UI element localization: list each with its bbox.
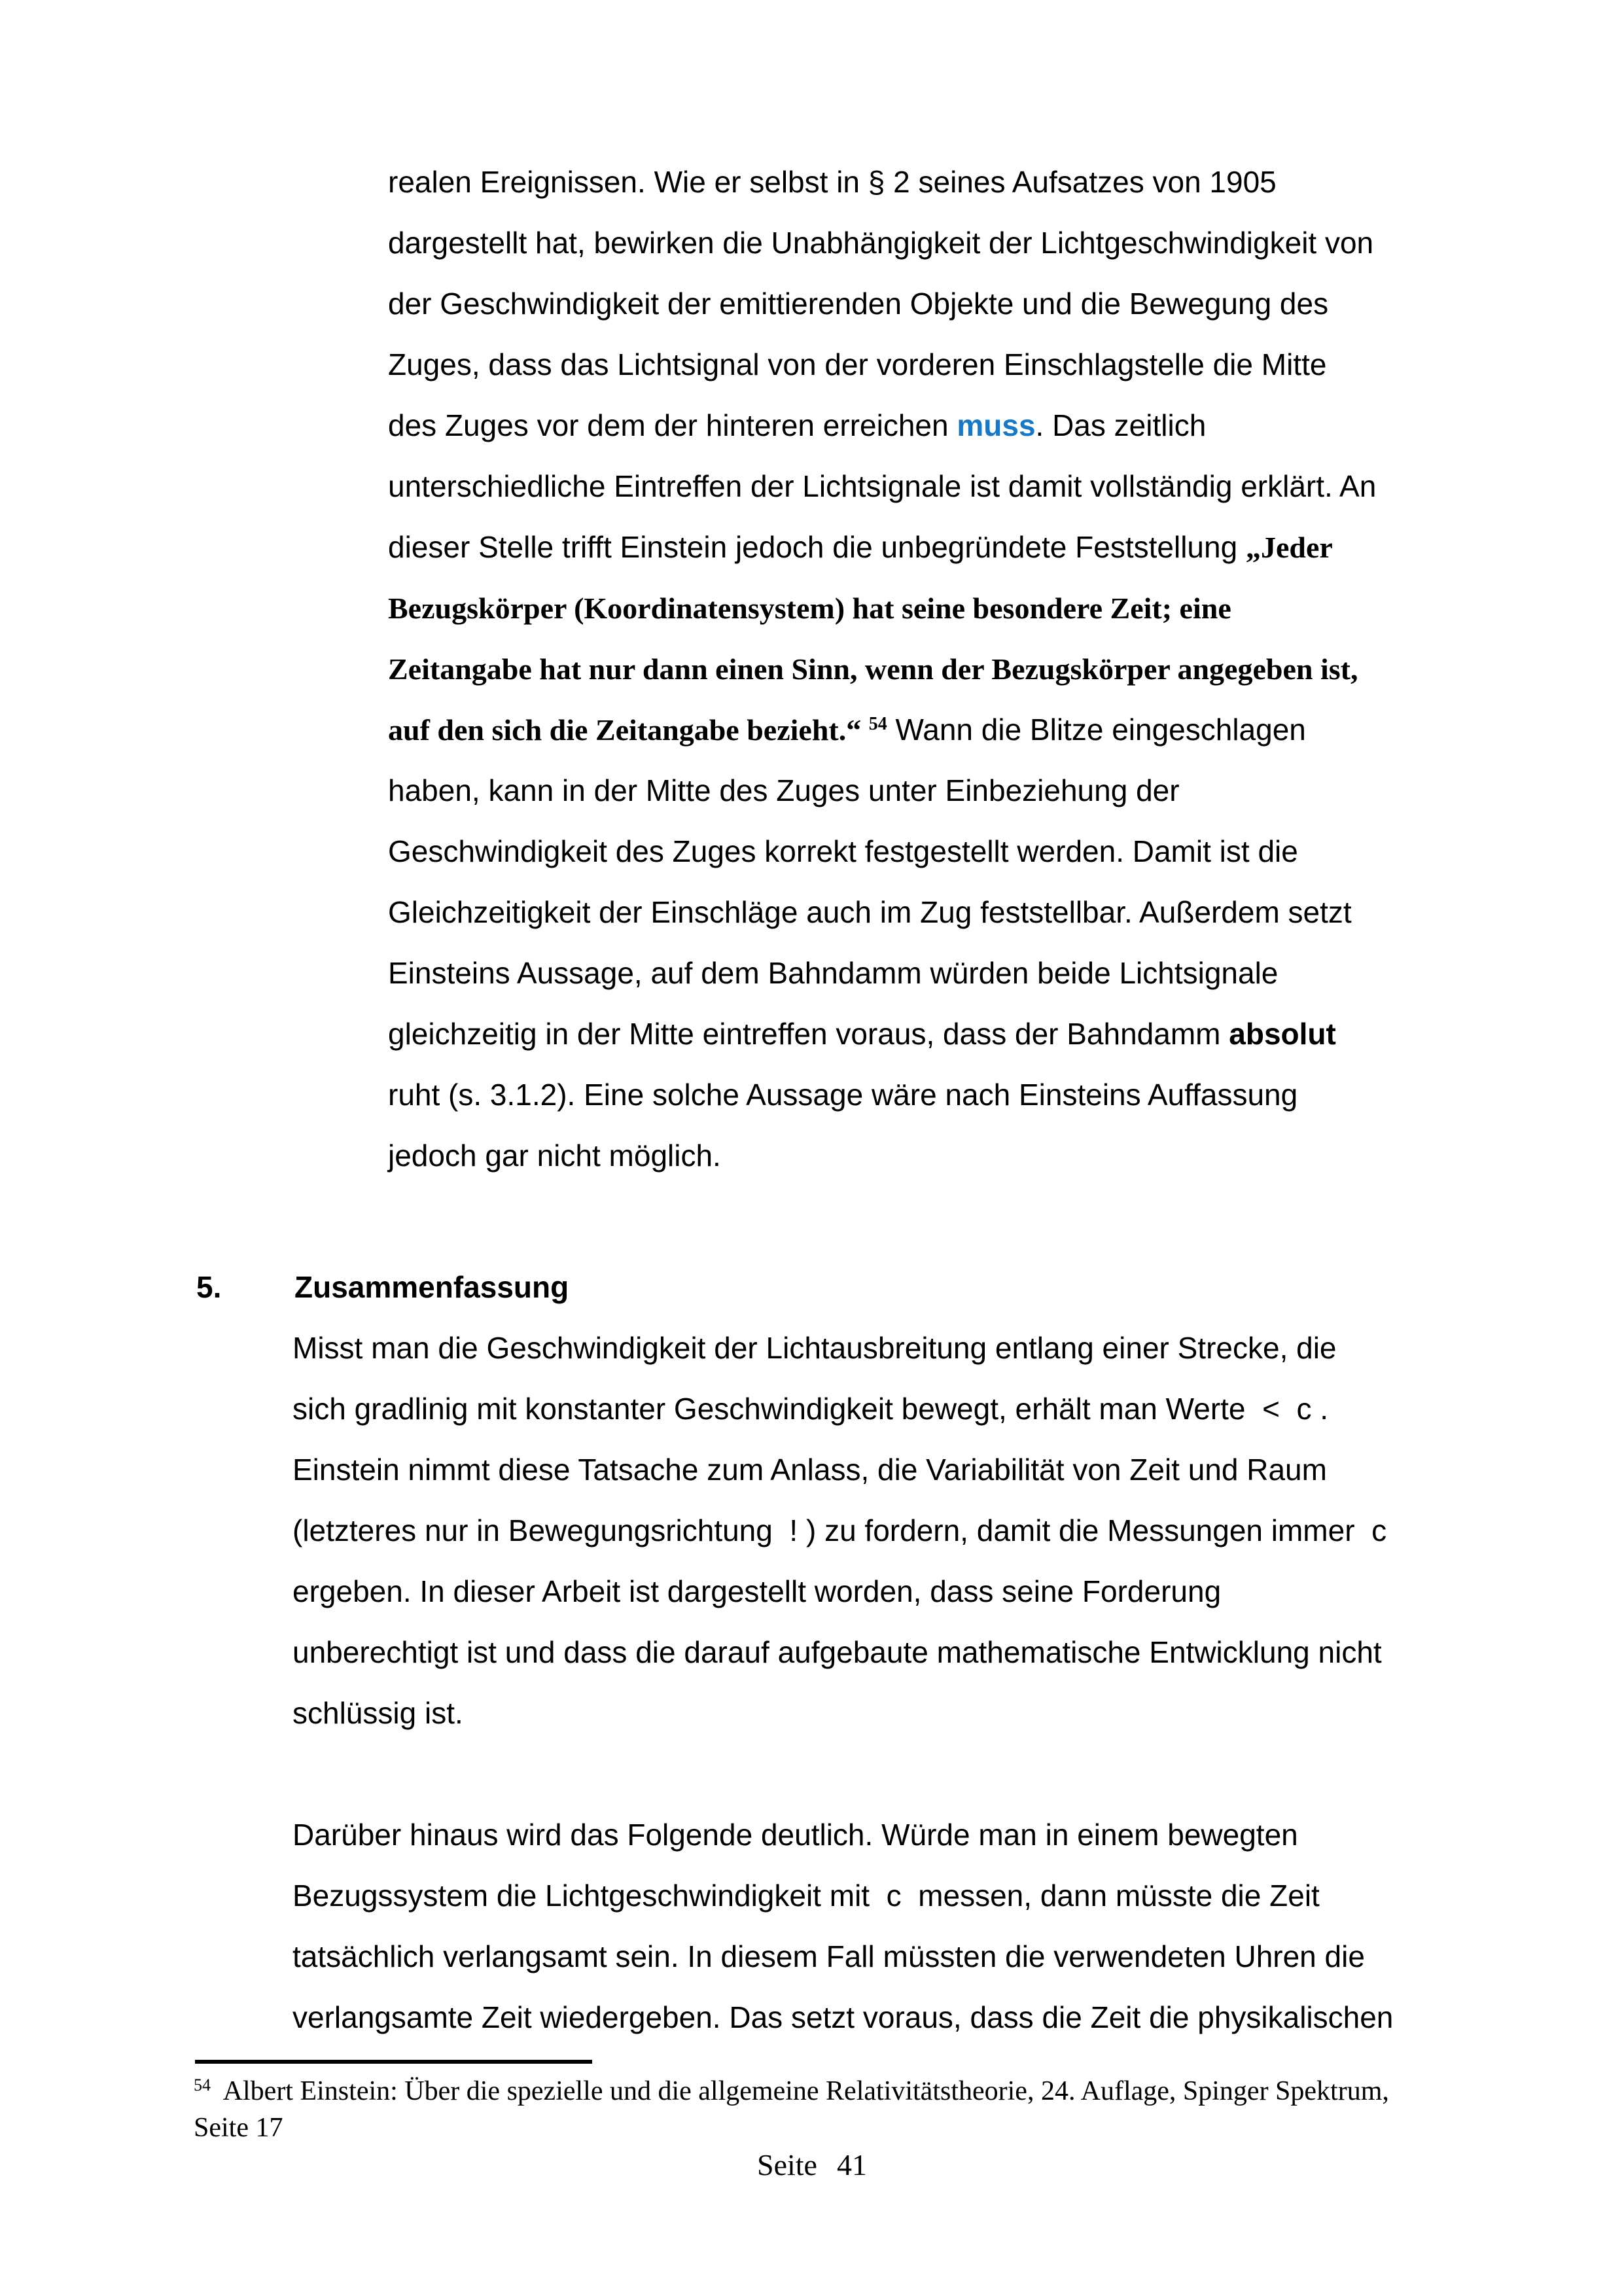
- footnote-line: [194, 2073, 1389, 2110]
- section-number: 5.: [196, 1270, 222, 1304]
- text-line: [388, 334, 1376, 395]
- text-segment: Misst man die Geschwindigkeit der Lichtausbreitung entlang einer Strecke, die: [292, 1331, 1337, 1365]
- text-segment: jedoch gar nicht möglich.: [388, 1139, 721, 1173]
- bold-word: absolut: [1229, 1017, 1336, 1051]
- quote-segment: „Jeder: [1245, 531, 1333, 564]
- text-line: [292, 1561, 1386, 1622]
- highlighted-word: muss: [957, 408, 1036, 442]
- text-line: [388, 213, 1376, 274]
- text-segment: haben, kann in der Mitte des Zuges unter Einbeziehung der: [388, 773, 1180, 807]
- text-segment: gleichzeitig in der Mitte eintreffen voraus, dass der Bahndamm: [388, 1017, 1229, 1051]
- text-line: [292, 1865, 1393, 1926]
- footnote-line: Seite 17: [194, 2113, 283, 2143]
- footnote-reference: 54: [868, 714, 887, 734]
- footnote-number: 54: [194, 2075, 211, 2094]
- text-segment: ergeben. In dieser Arbeit ist dargestellt worden, dass seine Forderung: [292, 1574, 1222, 1608]
- section-heading: [0, 1257, 1624, 1318]
- footnote: [194, 2073, 1389, 2146]
- page-footer: [0, 2147, 1624, 2182]
- footnote-separator: [195, 2060, 592, 2064]
- text-segment: unterschiedliche Eintreffen der Lichtsignale ist damit vollständig erklärt. An: [388, 469, 1377, 503]
- text-segment: schlüssig ist.: [292, 1696, 463, 1730]
- quote-segment: Bezugskörper (Koordinatensystem) hat seine besondere Zeit; eine: [388, 592, 1231, 625]
- text-line: [388, 699, 1376, 760]
- quote-segment: auf den sich die Zeitangabe bezieht.“: [388, 713, 869, 747]
- quote-segment: Zeitangabe hat nur dann einen Sinn, wenn der Bezugskörper angegeben ist,: [388, 652, 1358, 686]
- paragraph-main: [388, 152, 1376, 1186]
- text-line: [388, 395, 1376, 456]
- text-segment: ruht (s. 3.1.2). Eine solche Aussage wäre nach Einsteins Auffassung: [388, 1078, 1298, 1112]
- text-line: [388, 639, 1376, 699]
- text-line: [292, 1379, 1386, 1439]
- text-segment: Bezugssystem die Lichtgeschwindigkeit mit c messen, dann müsste die Zeit: [292, 1879, 1320, 1913]
- text-segment: Gleichzeitigkeit der Einschläge auch im Zug feststellbar. Außerdem setzt: [388, 895, 1352, 929]
- text-line: [292, 1318, 1386, 1379]
- text-line: [388, 517, 1376, 578]
- text-segment: Einsteins Aussage, auf dem Bahndamm würden beide Lichtsignale: [388, 956, 1279, 990]
- text-segment: realen Ereignissen. Wie er selbst in § 2 seines Aufsatzes von 1905: [388, 165, 1277, 199]
- text-segment: Wann die Blitze eingeschlagen: [887, 713, 1306, 747]
- text-segment: (letzteres nur in Bewegungsrichtung ! ) zu fordern, damit die Messungen immer c: [292, 1513, 1387, 1547]
- text-segment: der Geschwindigkeit der emittierenden Objekte und die Bewegung des: [388, 287, 1329, 321]
- page-number: 41: [836, 2148, 867, 2181]
- section-title: Zusammenfassung: [294, 1270, 569, 1304]
- text-segment: Geschwindigkeit des Zuges korrekt festgestellt werden. Damit ist die: [388, 834, 1298, 868]
- text-line: [388, 456, 1376, 517]
- text-line: [388, 152, 1376, 213]
- text-line: [292, 1622, 1386, 1683]
- text-line: [388, 578, 1376, 639]
- text-segment: Darüber hinaus wird das Folgende deutlich. Würde man in einem bewegten: [292, 1818, 1298, 1852]
- text-segment: des Zuges vor dem der hinteren erreichen: [388, 408, 957, 442]
- text-line: [292, 1926, 1393, 1987]
- text-line: [388, 274, 1376, 334]
- text-line: [388, 1004, 1376, 1065]
- text-line: [292, 1805, 1393, 1865]
- text-line: [388, 821, 1376, 882]
- text-segment: unberechtigt ist und dass die darauf aufgebaute mathematische Entwicklung nicht: [292, 1635, 1382, 1669]
- text-line: [388, 760, 1376, 821]
- text-segment: dargestellt hat, bewirken die Unabhängigkeit der Lichtgeschwindigkeit von: [388, 226, 1374, 260]
- text-segment: dieser Stelle trifft Einstein jedoch die unbegründete Feststellung: [388, 530, 1246, 564]
- text-line: [388, 882, 1376, 943]
- text-line: [292, 1439, 1386, 1500]
- text-line: [388, 943, 1376, 1004]
- text-segment: sich gradlinig mit konstanter Geschwindigkeit bewegt, erhält man Werte < c .: [292, 1392, 1329, 1426]
- text-segment: Einstein nimmt diese Tatsache zum Anlass, die Variabilität von Zeit und Raum: [292, 1453, 1327, 1487]
- text-line: [388, 1125, 1376, 1186]
- text-line: [292, 1987, 1393, 2048]
- summary-paragraph-2: [292, 1805, 1393, 2048]
- text-segment: . Das zeitlich: [1035, 408, 1207, 442]
- page-footer-label: Seite: [757, 2148, 817, 2181]
- text-segment: tatsächlich verlangsamt sein. In diesem Fall müssten die verwendeten Uhren die: [292, 1939, 1365, 1973]
- text-segment: Zuges, dass das Lichtsignal von der vorderen Einschlagstelle die Mitte: [388, 347, 1327, 381]
- text-line: [388, 1065, 1376, 1125]
- text-line: [292, 1683, 1386, 1744]
- text-segment: verlangsamte Zeit wiedergeben. Das setzt voraus, dass die Zeit die physikalischen: [292, 2000, 1394, 2034]
- text-line: [292, 1500, 1386, 1561]
- summary-paragraph-1: [292, 1318, 1386, 1744]
- footnote-text: Albert Einstein: Über die spezielle und die allgemeine Relativitätstheorie, 24. Auflage, Spinger Spektrum,: [211, 2076, 1389, 2106]
